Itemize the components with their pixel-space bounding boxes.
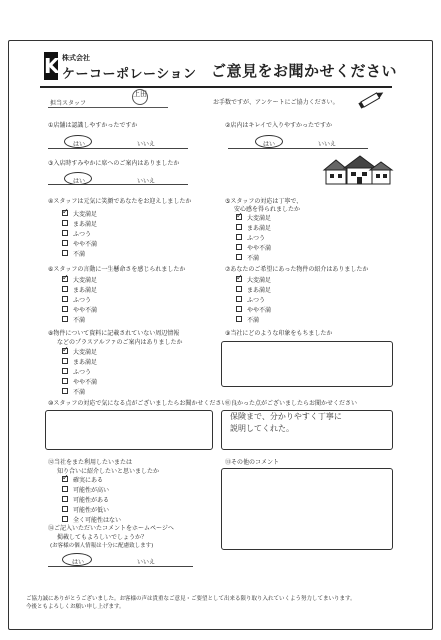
q6-option[interactable]: ✓ 大変満足 xyxy=(62,274,97,284)
q4-option[interactable]: 不満 xyxy=(62,248,97,258)
q8-option[interactable]: ふつう xyxy=(62,366,97,376)
q12-options xyxy=(62,474,121,524)
q2-answer-line xyxy=(228,148,368,149)
q7-option[interactable]: まあ満足 xyxy=(236,284,271,294)
staff-name-stamp: 上田 xyxy=(132,89,148,105)
q7-checkbox-checked[interactable] xyxy=(236,276,242,282)
question-8: ⑧物件について資料に記載されていない周辺情報 xyxy=(48,330,180,337)
q14-answer-circle xyxy=(62,553,92,566)
question-6: ⑥スタッフの言動に一生懸命さを感じられましたか xyxy=(48,266,186,273)
question-11: ⑪良かった点がございましたらお聞かせください xyxy=(225,400,358,407)
q3-no-option[interactable]: いいえ xyxy=(137,178,156,185)
question-8-cont: などのプラスアルファのご案内はありましたか xyxy=(57,339,183,346)
intro-text: お手数ですが、アンケートにご協力ください。 xyxy=(213,99,339,106)
question-14-cont: 掲載してもよろしいでしょうか？ xyxy=(57,534,148,541)
q8-checkbox[interactable] xyxy=(62,388,68,394)
q1-answer-circle xyxy=(64,135,92,148)
q12-option[interactable]: ✓ 確実にある xyxy=(62,474,121,484)
question-10: ⑩スタッフの対応で気になる点がございましたらお聞かせください xyxy=(48,400,228,407)
q1-no-option[interactable]: いいえ xyxy=(137,141,156,148)
q7-option[interactable]: やや不満 xyxy=(236,304,271,314)
question-13: ⑬その他のコメント xyxy=(225,459,280,466)
q4-option[interactable]: やや不満 xyxy=(62,238,97,248)
q9-comment-box[interactable] xyxy=(221,341,393,387)
q6-checkbox-checked[interactable] xyxy=(62,276,68,282)
q1-yes-option[interactable]: はい xyxy=(73,141,86,148)
q12-option[interactable]: 可能性が低い xyxy=(62,504,121,514)
q4-checkbox[interactable] xyxy=(62,230,68,236)
q7-checkbox[interactable] xyxy=(236,286,242,292)
q13-comment-box[interactable] xyxy=(221,468,393,550)
q11-handwritten-line-1: 保険まで、分かりやすく丁寧に xyxy=(230,412,342,421)
q7-checkbox[interactable] xyxy=(236,316,242,322)
q10-comment-box[interactable] xyxy=(45,410,213,450)
q14-answer-line xyxy=(48,566,193,567)
question-12: ⑫当社をまた利用したいまたは xyxy=(48,459,133,466)
q6-option[interactable]: ふつう xyxy=(62,294,97,304)
question-5-cont: 安心感を得られましたか xyxy=(234,206,301,213)
q4-checkbox[interactable] xyxy=(62,240,68,246)
footer-thanks xyxy=(26,595,356,611)
q4-checkbox-checked[interactable] xyxy=(62,210,68,216)
q8-option[interactable]: まあ満足 xyxy=(62,356,97,366)
q4-checkbox[interactable] xyxy=(62,220,68,226)
q6-checkbox[interactable] xyxy=(62,306,68,312)
q6-checkbox[interactable] xyxy=(62,316,68,322)
q14-no-option[interactable]: いいえ xyxy=(137,559,156,566)
q4-option[interactable]: ふつう xyxy=(62,228,97,238)
q2-yes-option[interactable]: はい xyxy=(263,141,276,148)
q8-option[interactable]: やや不満 xyxy=(62,376,97,386)
question-2: ②店内はキレイで入りやすかったですか xyxy=(225,122,333,129)
q5-checkbox[interactable] xyxy=(236,244,242,250)
q4-options xyxy=(62,208,97,258)
footer-line-2: 今後ともよろしくお願い申し上げます。 xyxy=(26,604,125,610)
q5-checkbox-checked[interactable] xyxy=(236,214,242,220)
q6-checkbox[interactable] xyxy=(62,296,68,302)
question-7: ⑦あなたのご希望にあった物件の紹介はありましたか xyxy=(225,266,369,273)
question-14: ⑭ご記入いただいたコメントをホームページへ xyxy=(48,525,174,532)
question-9: ⑨当社にどのような印象をもちましたか xyxy=(225,330,333,337)
q7-option[interactable]: ✓ 大変満足 xyxy=(236,274,271,284)
q5-checkbox[interactable] xyxy=(236,254,242,260)
q8-checkbox-checked[interactable] xyxy=(62,348,68,354)
pencil-icon xyxy=(357,88,387,110)
q3-answer-circle xyxy=(64,172,92,185)
staff-label: 担当スタッフ xyxy=(50,100,87,107)
q12-option[interactable]: 全く可能性はない xyxy=(62,514,121,524)
q1-answer-line xyxy=(48,148,188,149)
q7-checkbox[interactable] xyxy=(236,296,242,302)
question-5: ⑤スタッフの対応は丁寧で、 xyxy=(225,198,303,205)
q5-option[interactable]: ふつう xyxy=(236,232,271,242)
q6-checkbox[interactable] xyxy=(62,286,68,292)
q3-yes-option[interactable]: はい xyxy=(73,178,86,185)
company-logo: K xyxy=(44,54,60,78)
page-title: ご意見をお聞かせください xyxy=(211,62,398,80)
q2-answer-circle xyxy=(255,135,283,148)
q6-options xyxy=(62,274,97,324)
q5-option[interactable]: ✓ 大変満足 xyxy=(236,212,271,222)
q6-option[interactable]: まあ満足 xyxy=(62,284,97,294)
question-3: ③入店時すみやかに席へのご案内はありましたか xyxy=(48,160,180,167)
q7-checkbox[interactable] xyxy=(236,306,242,312)
q8-option[interactable]: 不満 xyxy=(62,386,97,396)
q14-yes-option[interactable]: はい xyxy=(72,559,85,566)
question-4: ④スタッフは元気に笑顔であなたをお迎えしましたか xyxy=(48,198,192,205)
q11-handwritten-line-2: 説明してくれた。 xyxy=(230,424,294,433)
q7-options xyxy=(236,274,271,324)
q7-option[interactable]: ふつう xyxy=(236,294,271,304)
q12-checkbox[interactable] xyxy=(62,496,68,502)
q12-option[interactable]: 可能性が高い xyxy=(62,484,121,494)
q12-option[interactable]: 可能性がある xyxy=(62,494,121,504)
question-1: ①店舗は認識しやすかったですか xyxy=(48,122,138,129)
q12-checkbox[interactable] xyxy=(62,516,68,522)
q12-checkbox-checked[interactable] xyxy=(62,476,68,482)
header-divider xyxy=(40,86,392,88)
company-name: ケーコーポレーション xyxy=(62,67,197,82)
q4-option[interactable]: まあ満足 xyxy=(62,218,97,228)
q12-checkbox[interactable] xyxy=(62,506,68,512)
q8-checkbox[interactable] xyxy=(62,378,68,384)
q12-checkbox[interactable] xyxy=(62,486,68,492)
q4-option[interactable]: ✓ 大変満足 xyxy=(62,208,97,218)
q5-option[interactable]: やや不満 xyxy=(236,242,271,252)
company-type-label: 株式会社 xyxy=(62,54,90,62)
q5-option[interactable]: まあ満足 xyxy=(236,222,271,232)
q2-no-option[interactable]: いいえ xyxy=(318,141,337,148)
q5-checkbox[interactable] xyxy=(236,234,242,240)
q3-answer-line xyxy=(48,184,188,185)
footer-line-1: ご協力誠にありがとうございました。お客様の声は貴重なご意見・ご要望として出来る限り取り入れていくよう努力してまいります。 xyxy=(26,596,356,602)
question-14-note: (お客様の個人情報は十分に配慮致します) xyxy=(50,543,154,549)
q8-checkbox[interactable] xyxy=(62,358,68,364)
q4-checkbox[interactable] xyxy=(62,250,68,256)
q6-option[interactable]: やや不満 xyxy=(62,304,97,314)
q5-checkbox[interactable] xyxy=(236,224,242,230)
q8-options xyxy=(62,346,97,396)
q5-option[interactable]: 不満 xyxy=(236,252,271,262)
houses-illustration-icon xyxy=(322,154,394,186)
q8-option[interactable]: ✓ 大変満足 xyxy=(62,346,97,356)
q8-checkbox[interactable] xyxy=(62,368,68,374)
staff-underline xyxy=(48,107,168,108)
q7-option[interactable]: 不満 xyxy=(236,314,271,324)
q5-options xyxy=(236,212,271,262)
question-12-cont: 知り合いに紹介したいと思いましたか xyxy=(57,468,160,475)
q6-option[interactable]: 不満 xyxy=(62,314,97,324)
